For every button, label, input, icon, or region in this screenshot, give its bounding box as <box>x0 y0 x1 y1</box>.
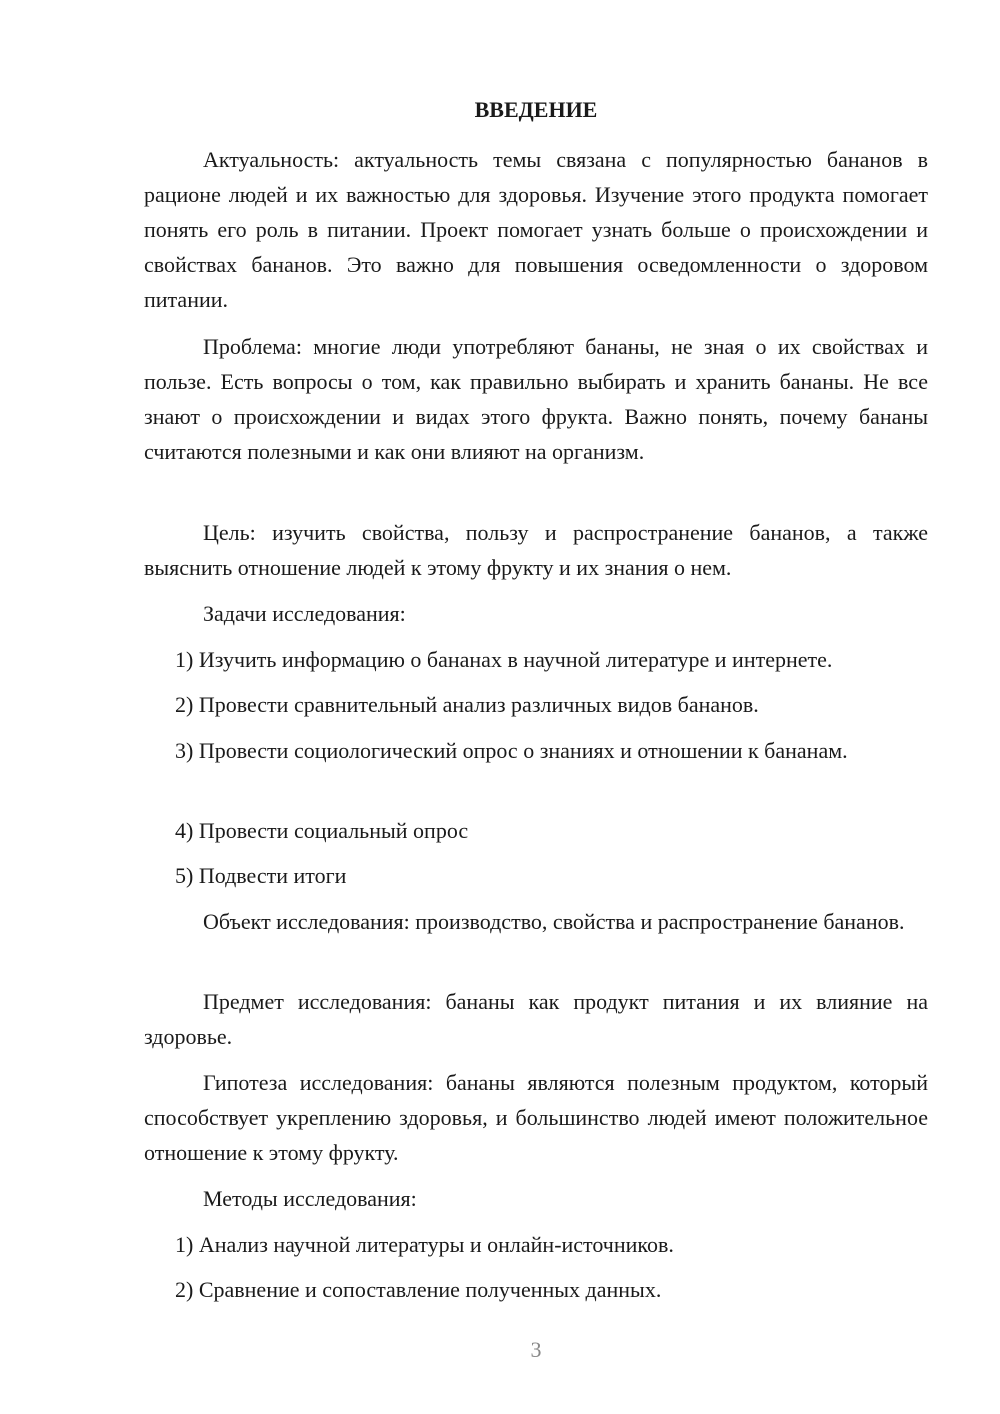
relevance-paragraph: Актуальность: актуальность темы связана с популярностью бананов в рационе людей и их важностью для здоровья. Изучение этого продукта помогает понять его роль в питании. Проект помогает узнать больше о происхождении и свойствах бананов. Это важно для повышения осведомленности о здоровом питании. <box>144 147 928 312</box>
hypothesis-paragraph: Гипотеза исследования: бананы являются полезным продуктом, который способствует укреплению здоровья, и большинство людей имеют положительное отношение к этому фрукту. <box>144 1070 928 1165</box>
page-number: 3 <box>530 1337 542 1362</box>
methods-heading: Методы исследования: <box>203 1186 417 1211</box>
problem-paragraph: Проблема: многие люди употребляют бананы, не зная о их свойствах и пользе. Есть вопросы о том, как правильно выбирать и хранить бананы. Не все знают о происхождении и видах этого фрукта. Важно понять, почему бананы считаются полезными и как они влияют на организм. <box>144 334 928 464</box>
page-title: ВВЕДЕНИЕ <box>474 97 598 122</box>
task-item: 3) Провести социологический опрос о знаниях и отношении к бананам. <box>175 738 848 763</box>
task-item: 4) Провести социальный опрос <box>175 818 469 843</box>
object-paragraph: Объект исследования: производство, свойства и распространение бананов. <box>203 909 905 934</box>
task-item: 2) Провести сравнительный анализ различных видов бананов. <box>175 692 759 717</box>
goal-paragraph: Цель: изучить свойства, пользу и распространение бананов, а также выяснить отношение людей к этому фрукту и их знания о нем. <box>144 520 928 580</box>
method-item: 2) Сравнение и сопоставление полученных данных. <box>175 1277 662 1302</box>
task-item: 1) Изучить информацию о бананах в научной литературе и интернете. <box>175 647 833 672</box>
subject-paragraph: Предмет исследования: бананы как продукт питания и их влияние на здоровье. <box>144 989 928 1049</box>
tasks-heading: Задачи исследования: <box>203 601 406 626</box>
method-item: 1) Анализ научной литературы и онлайн-источников. <box>175 1232 674 1257</box>
task-item: 5) Подвести итоги <box>175 863 347 888</box>
